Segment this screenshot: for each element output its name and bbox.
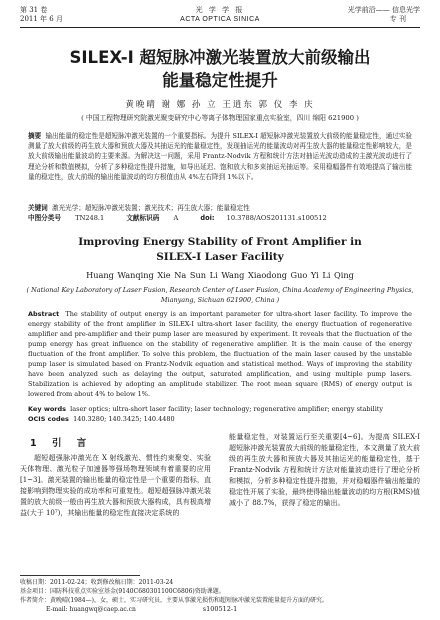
abstract-zh-label: 摘要 bbox=[28, 132, 42, 140]
section-heading-introduction bbox=[30, 438, 211, 449]
authors-zh: 黄晚晴 谢 娜 孙 立 王逍东 郭 仪 李 庆 bbox=[125, 100, 315, 110]
abstract-en-text: The stability of output energy is an important parameter for ultra-short laser facility. To improve the energy stability of the front amplifier in SILEX-I ultra-short laser facility, the energy fluctuation of regenerative amplifier and pre-amplifier and their pump laser are measured by experiment. It reveals that the fluctuation of the pump energy has great influence on the stability of regenerative amplifier. It is the main cause of the energy fluctuation of the front amplifier. To solve this problem, the fluctuation of the main laser caused by the unstable pump laser is simulated based on Frantz-Nodvik equation and statistical method. Ways of improving the stability have been analyzed such as delaying the output, saturated amplification, and using multiple pump lasers. Stabilization is achieved by adopting an amplitude stabilizer. The root mean square (RMS) of energy output is lowered from about 4% to below 1%. bbox=[28, 310, 412, 398]
abstract-zh bbox=[28, 131, 412, 182]
footnote-author: 作者简介：黄晚晴(1984—)，女，硕士，实习研究员，主要从事激光损伤和超短脉冲激光装置能量提升方面的研究。 bbox=[20, 597, 328, 604]
section-title: 引 言 bbox=[51, 438, 93, 449]
footnote-received: 收稿日期：2011-02-24；收到修改稿日期：2011-03-24 bbox=[20, 579, 174, 586]
ocis-value: 140.3280; 140.3425; 140.4480 bbox=[73, 415, 175, 423]
title-zh-line1: SILEX-I 超短脉冲激光装置放大前级输出 bbox=[69, 48, 371, 67]
doi-label: doi: bbox=[200, 214, 215, 222]
abstract-en-label: Abstract bbox=[28, 310, 60, 318]
doc-code-label: 文献标识码 bbox=[126, 214, 160, 222]
abstract-en bbox=[28, 309, 412, 399]
header-column-sub: 专 刊 bbox=[389, 15, 406, 23]
article-title-zh bbox=[20, 46, 420, 92]
section-number: 1 bbox=[30, 438, 43, 449]
doi-value[interactable]: 10.3788/AOS201131.s100512 bbox=[226, 214, 327, 222]
footnote-email[interactable]: E-mail: huangwq@caep.ac.cn bbox=[46, 606, 136, 613]
header-column bbox=[348, 6, 420, 24]
ocis-codes bbox=[28, 414, 412, 424]
classification-zh bbox=[28, 213, 412, 223]
abstract-zh-text: 输出能量的稳定性是超短脉冲激光装置的一个重要指标。为提升 SILEX-I 超短脉冲激光装置放大前级的能量稳定性，通过实验测量了放大前级的再生放大器和预放大器及其抽运光的能量稳定性，发现抽运光的能量波动对再生放大器的能量稳定性影响较大，是放大前级输出能量波动的主要来源。为解决这一问题，采用 Frantz-Nodvik 方程和统计方法对抽运光波动造成的主激光波动进行了理论分析和数值模拟，分析了多种稳定性提升措施，如导出延迟、饱和放大和多束抽运光抽运等。采用稳幅器件有效地提高了输出能量的稳定性，放大前级的输出能量波动的均方根值由从 4%左右降到 1%以下。 bbox=[28, 132, 413, 181]
doc-code-value: A bbox=[173, 214, 179, 222]
header-volume: 第 31 卷 bbox=[20, 6, 48, 14]
body-column-left bbox=[20, 432, 211, 519]
keywords-zh bbox=[28, 203, 412, 213]
authors-en: Huang Wanqing Xie Na Sun Li Wang Xiaodong Guo Yi Li Qing bbox=[86, 270, 354, 280]
intro-paragraph-left: 超短超强脉冲激光在 X 射线激光、惯性约束聚变、实验天体物理、激光粒子加速器等强场物理领域有着重要的应用[1~3]。激光装置的输出能量的稳定性是一个重要的指标，直接影响到物理实验的成功率和可重复性。超短超强脉冲激光装置的放大前级一般由再生放大器和预放大器构成，具有极高增益(大于 10⁷)，其输出能量的稳定性直接决定系统的 bbox=[20, 454, 211, 517]
header-journal-zh: 光 学 学 报 bbox=[195, 6, 245, 14]
affiliation-en-line1: ( National Key Laboratory of Laser Fusion, Research Center of Laser Fusion, China Academy of Engineering Physics, bbox=[26, 286, 414, 294]
keywords-zh-text: 激光光学；超短脉冲激光装置；激光技术；再生放大器；能量稳定性 bbox=[51, 204, 250, 212]
keywords-en-label: Key words bbox=[28, 405, 67, 413]
keywords-en bbox=[28, 404, 412, 414]
header-rule bbox=[20, 27, 420, 28]
page-number: s100512-1 bbox=[202, 605, 238, 613]
footnote-rule bbox=[20, 575, 140, 576]
title-en-line2: SILEX-I Laser Facility bbox=[156, 251, 284, 263]
ocis-label: OCIS codes bbox=[28, 415, 69, 423]
header-issue-date: 2011 年 6 月 bbox=[20, 15, 63, 23]
body-column-right bbox=[229, 432, 420, 509]
title-zh-line2: 能量稳定性提升 bbox=[162, 71, 278, 90]
running-header bbox=[20, 6, 420, 32]
footnote-funding: 基金项目：国防科技重点实验室基金(9140C680301100C6806)资助课题。 bbox=[20, 588, 225, 595]
clc-label: 中图分类号 bbox=[28, 214, 61, 222]
affiliation-en bbox=[20, 285, 420, 305]
affiliation-zh: ( 中国工程物理研究院激光聚变研究中心等离子体物理国家重点实验室，四川 绵阳 621900 ) bbox=[81, 114, 359, 122]
intro-paragraph-right: 能量稳定性，对装置运行至关重要[4~6]。为提高 SILEX-I 超短脉冲激光装置放大前级的能量稳定性，本文测量了放大前级的再生放大器和预放大器及其抽运光的能量稳定性，基于 Frantz-Nodvik 方程和统计方法对能量波动进行了理论分析和模拟，分析多种稳定性提升措施，并对稳幅器件输出能量的稳定性开展了实验，最终使得输出能量波动的均方根(RMS)值减小了 88.7%，获得了稳定的输出。 bbox=[229, 433, 420, 507]
clc-value: TN248.1 bbox=[75, 214, 105, 222]
article-title-en bbox=[20, 235, 420, 265]
header-column-name: 光学前沿—— 信息光学 bbox=[347, 6, 420, 14]
keywords-en-text: laser optics; ultra-short laser facility; laser technology; regenerative amplifier; energy stability bbox=[70, 405, 384, 413]
title-en-line1: Improving Energy Stability of Front Amplifier in bbox=[78, 236, 362, 248]
keywords-zh-label: 关键词 bbox=[28, 204, 48, 212]
header-journal-en: ACTA OPTICA SINICA bbox=[180, 16, 260, 23]
affiliation-en-line2: Mianyang, Sichuan 621900, China ) bbox=[160, 296, 280, 304]
